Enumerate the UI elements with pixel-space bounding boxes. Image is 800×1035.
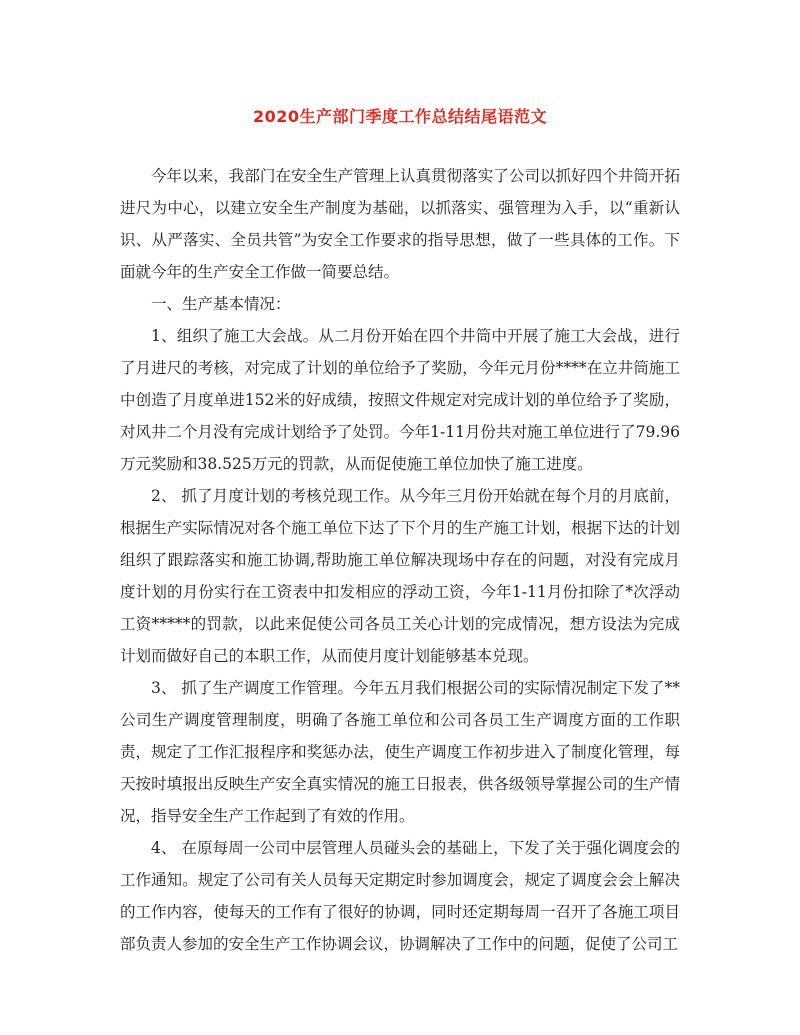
item-paragraph-1: 1、组织了施工大会战。从二月份开始在四个井筒中开展了施工大会战，进行了月进尺的考核，对完成了计划的单位给予了奖励，今年元月份****在立井筒施工中创造了月度单进152米的好成绩，按照文件规定对完成计划的单位给予了奖励，对风井二个月没有完成计划给予了处罚。今年1-11月份共对施工单位进行了79.96万元奖励和38.525万元的罚款，从而促使施工单位加快了施工进度。	[120, 327, 680, 473]
document-body	[120, 160, 680, 960]
document-title: 2020生产部门季度工作总结结尾语范文	[252, 107, 548, 126]
item-paragraph-4: 4、 在原每周一公司中层管理人员碰头会的基础上，下发了关于强化调度会的工作通知。规定了公司有关人员每天定期定时参加调度会，规定了调度会会上解决的工作内容，使每天的工作有了很好的协调，同时还定期每周一召开了各施工项目部负责人参加的安全生产工作协调会议，协调解决了工作中的问题，促使了公司工	[120, 839, 680, 953]
item-paragraph-2: 2、 抓了月度计划的考核兑现工作。从今年三月份开始就在每个月的月底前，根据生产实际情况对各个施工单位下达了下个月的生产施工计划，根据下达的计划组织了跟踪落实和施工协调,帮助施工单位解决现场中存在的问题，对没有完成月度计划的月份实行在工资表中扣发相应的浮动工资，今年1-11月份扣除了*次浮动工资*****的罚款，以此来促使公司各员工关心计划的完成情况，想方设法为完成计划而做好自己的本职工作，从而使月度计划能够基本兑现。	[120, 487, 680, 665]
intro-paragraph: 今年以来，我部门在安全生产管理上认真贯彻落实了公司以抓好四个井筒开拓进尺为中心，以建立安全生产制度为基础，以抓落实、强管理为入手，以“重新认识、从严落实、全员共管”为安全工作要求的指导思想，做了一些具体的工作。下面就今年的生产安全工作做一简要总结。	[120, 167, 680, 281]
section-heading: 一、生产基本情况：	[151, 295, 291, 313]
item-paragraph-3: 3、 抓了生产调度工作管理。今年五月我们根据公司的实际情况制定下发了**公司生产调度管理制度，明确了各施工单位和公司各员工生产调度方面的工作职责，规定了工作汇报程序和奖惩办法，使生产调度工作初步进入了制度化管理，每天按时填报出反映生产安全真实情况的施工日报表，供各级领导掌握公司的生产情况，指导安全生产工作起到了有效的作用。	[120, 679, 680, 825]
